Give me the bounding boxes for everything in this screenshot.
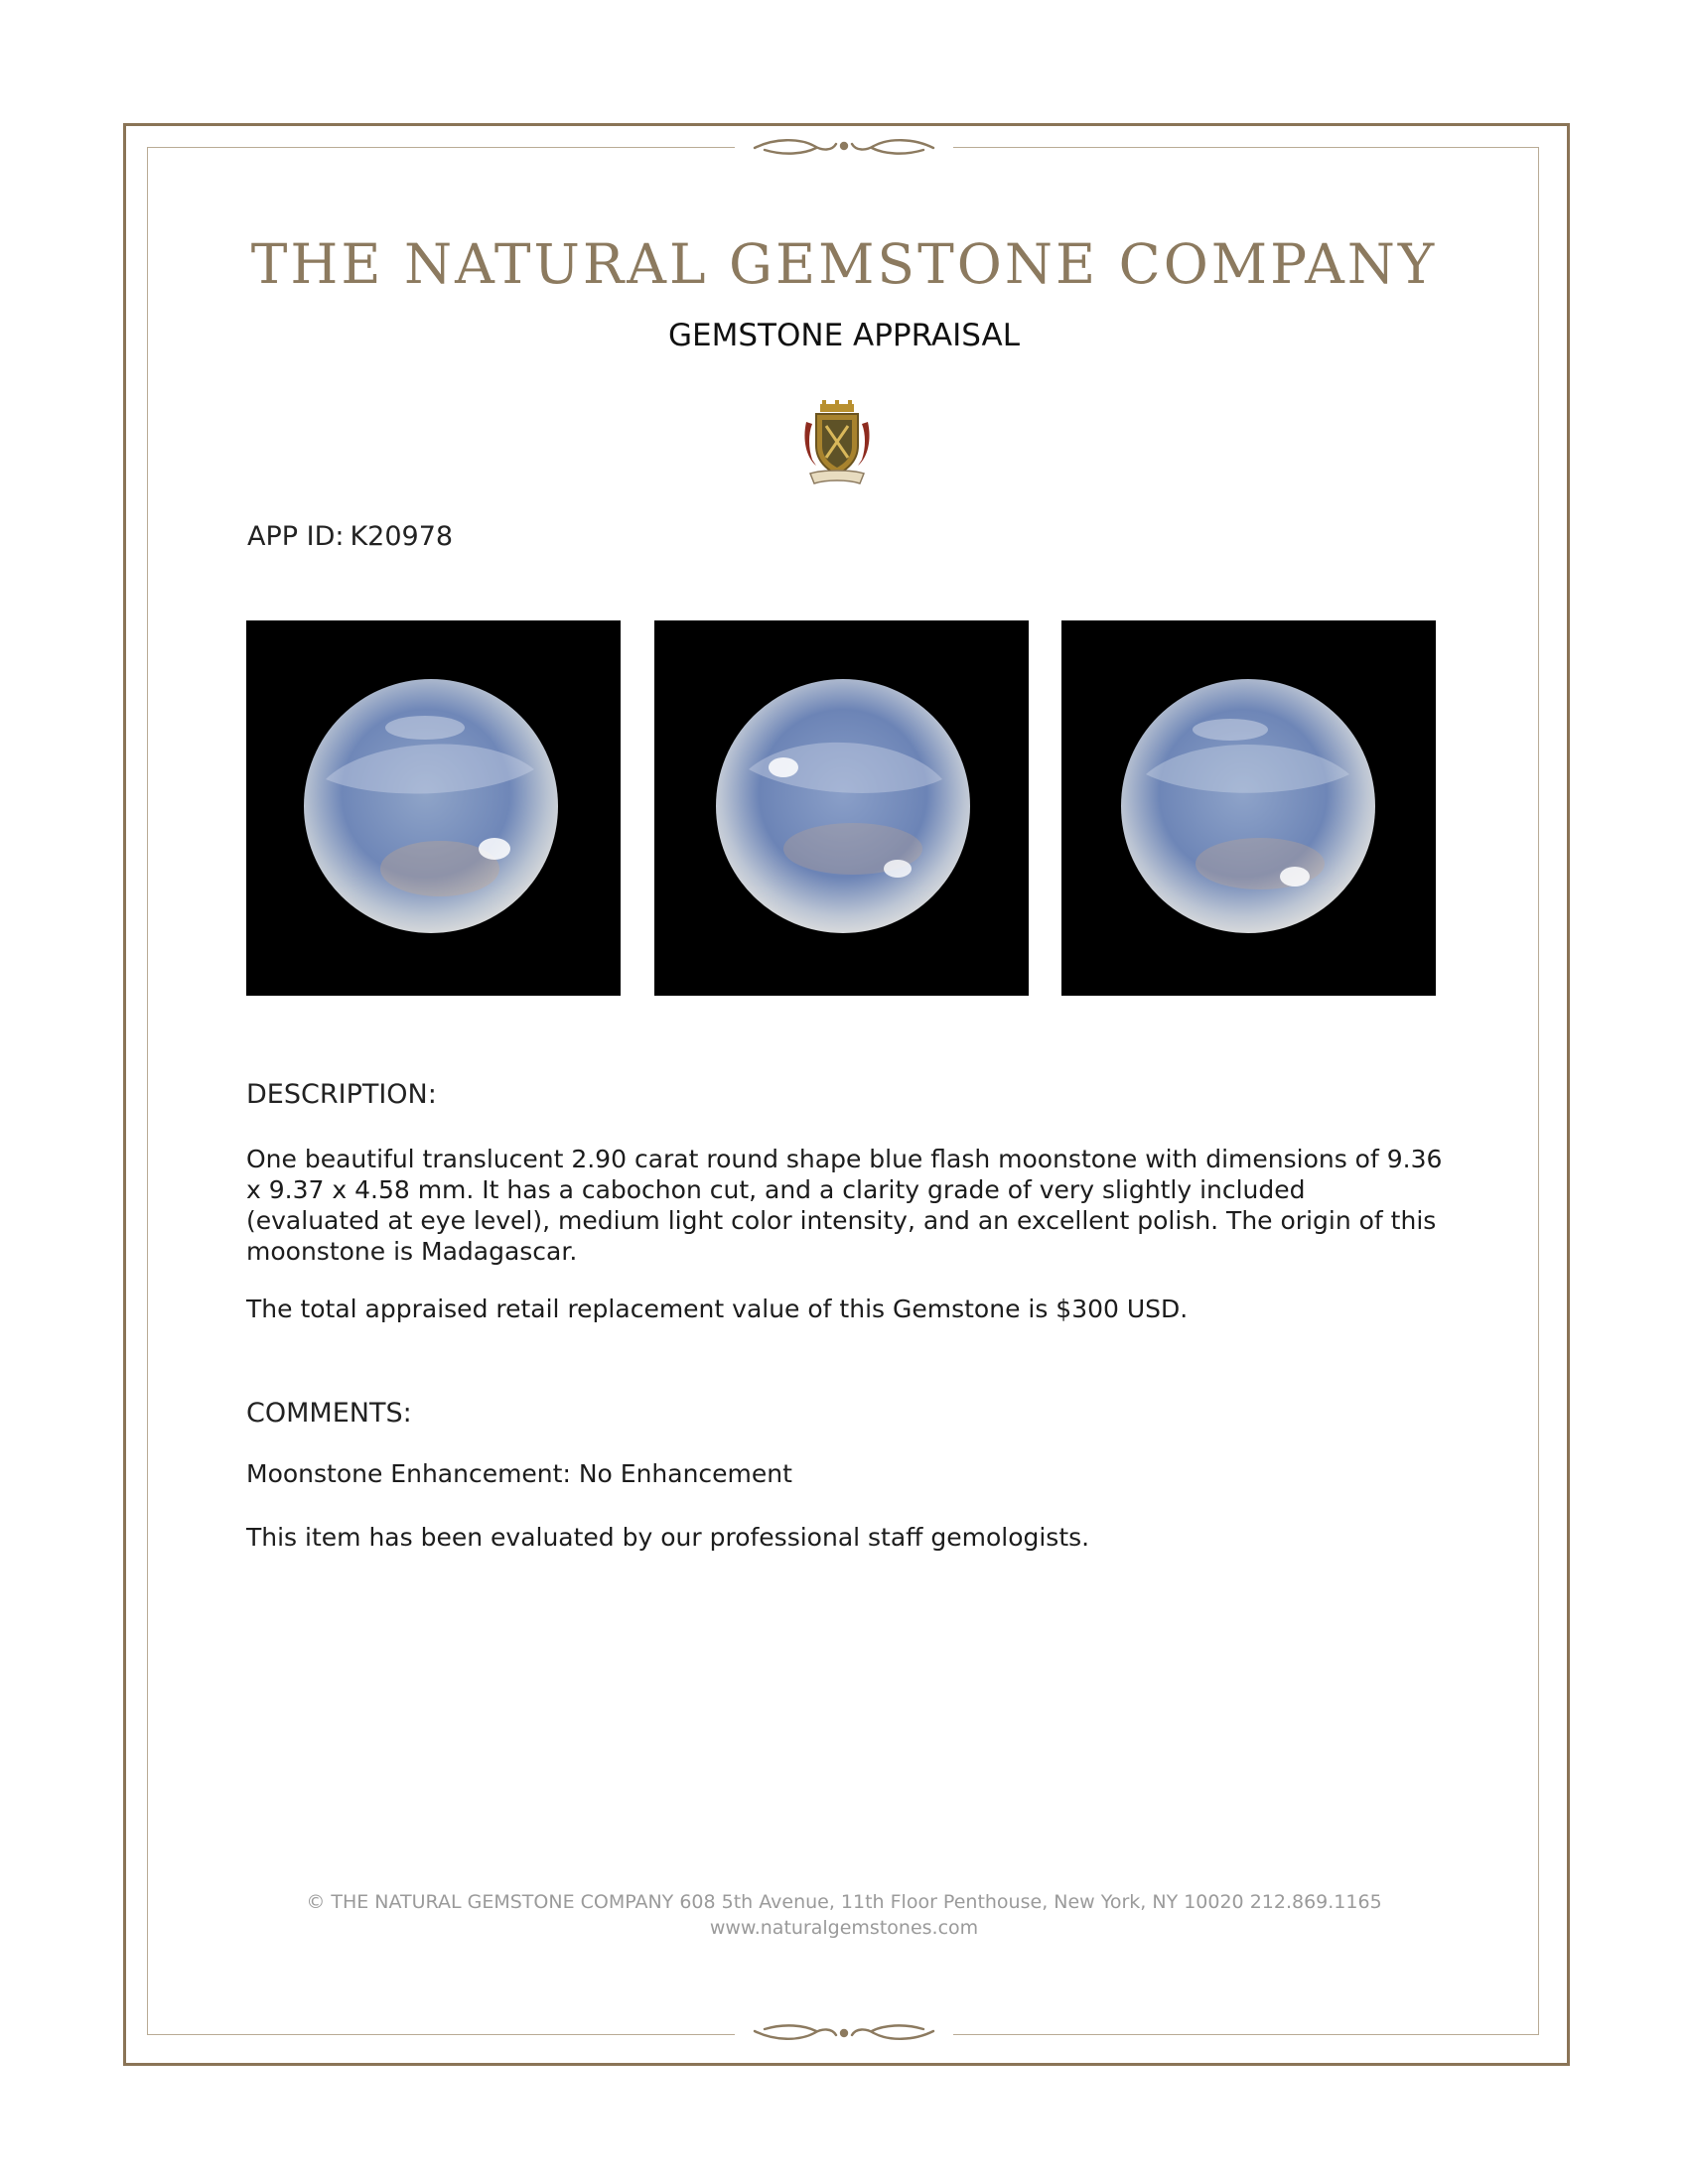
moonstone-photo-3 (1061, 620, 1436, 996)
enhancement-comment: Moonstone Enhancement: No Enhancement (246, 1459, 792, 1488)
appraised-value: The total appraised retail replacement value of this Gemstone is $300 USD. (246, 1295, 1189, 1323)
app-id-value: K20978 (350, 521, 454, 552)
flourish-ornament-top (745, 132, 943, 162)
footer-address: © THE NATURAL GEMSTONE COMPANY 608 5th Avenue, 11th Floor Penthouse, New York, NY 10020 212.869.1165 (306, 1891, 1382, 1913)
crest-logo-icon (802, 400, 872, 489)
document-title: GEMSTONE APPRAISAL (668, 318, 1020, 353)
company-name: THE NATURAL GEMSTONE COMPANY (250, 232, 1438, 296)
footer-website[interactable]: www.naturalgemstones.com (709, 1917, 979, 1939)
app-id-label: APP ID: (247, 521, 345, 552)
app-id (247, 521, 453, 552)
flourish-ornament-bottom (745, 2017, 943, 2047)
description-body: One beautiful translucent 2.90 carat round shape blue flash moonstone with dimensions of 9.36 x 9.37 x 4.58 mm. It has a cabochon cut, and a clarity grade of very slightly included (evaluated at eye level), medium light color intensity, and an excellent polish. The origin of this moonstone is Madagascar. (246, 1145, 1443, 1266)
description-heading: DESCRIPTION: (246, 1079, 437, 1110)
comments-heading: COMMENTS: (246, 1398, 412, 1429)
footer (0, 1889, 1688, 1941)
evaluation-comment: This item has been evaluated by our professional staff gemologists. (246, 1523, 1090, 1552)
moonstone-photo-2 (654, 620, 1029, 996)
moonstone-photo-1 (246, 620, 621, 996)
